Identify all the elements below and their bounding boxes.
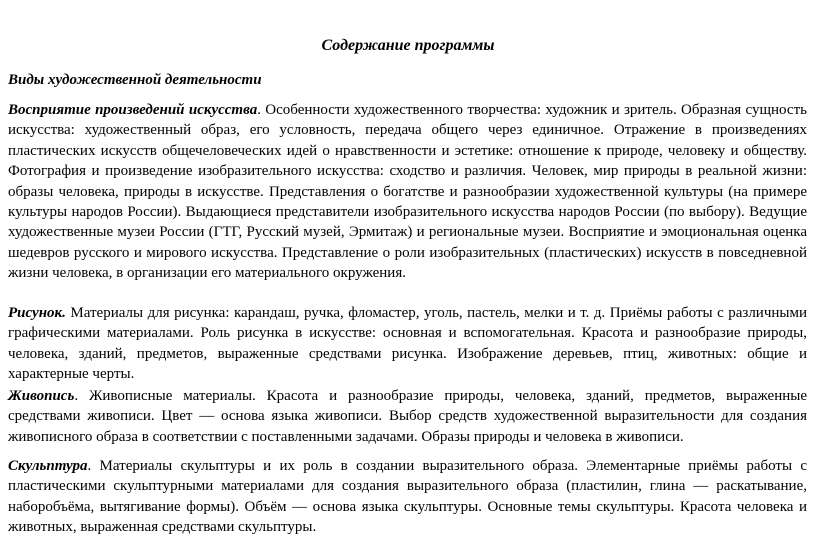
paragraph-term: Восприятие произведений искусства (8, 102, 258, 118)
paragraph-drawing (8, 303, 807, 385)
section-heading: Виды художественной деятельности (8, 72, 262, 88)
paragraph-painting (8, 386, 807, 447)
paragraph-text: Материалы для рисунка: карандаш, ручка, фломастер, уголь, пастель, мелки и т. д. Приёмы работы с различными графическими материалами. Роль рисунка в искусстве: основная и вспомогательная. Красота и разнообразие природы, человека, зданий, предметов, выраженные средствами рисунка. Изображение деревьев, птиц, животных: общие и характерные черты. (8, 305, 807, 383)
paragraph-text: . Материалы скульптуры и их роль в создании выразительного образа. Элементарные приёмы работы с пластическими скульптурными материалами для создания выразительного образа (пластилин, глина — раскатывание, наборобъёма, вытягивание формы). Объём — основа языка скульптуры. Основные темы скульптуры. Красота человека и животных, выраженная средствами скульптуры. (8, 458, 807, 536)
paragraph-text: . Особенности художественного творчества: художник и зритель. Образная сущность искусства: художественный образ, его условность, передача общего через единичное. Отражение в произведениях пластических искусств общечеловеческих идей о нравственности и эстетике: отношение к природе, человеку и обществу. Фотография и произведение изобразительного искусства: сходство и различия. Человек, мир природы в реальной жизни: образы человека, природы в искусстве. Представления о богатстве и разнообразии художественной культуры (на примере культуры народов России). Выдающиеся представители изобразительного искусства народов России (по выбору). Ведущие художественные музеи России (ГТГ, Русский музей, Эрмитаж) и региональные музеи. Восприятие и эмоциональная оценка шедевров русского и мирового искусства. Представление о роли изобразительных (пластических) искусств в повседневной жизни человека, в организации его материального окружения. (8, 102, 807, 282)
paragraph-term: Живопись (8, 388, 75, 404)
paragraph-term: Скульптура (8, 458, 88, 474)
paragraph-sculpture (8, 456, 807, 538)
document-title: Содержание программы (321, 37, 495, 54)
paragraph-term: Рисунок. (8, 305, 66, 321)
paragraph-text: . Живописные материалы. Красота и разнообразие природы, человека, зданий, предметов, выраженные средствами живописи. Цвет — основа языка живописи. Выбор средств художественной выразительности для создания живописного образа в соответствии с поставленными задачами. Образы природы и человека в живописи. (8, 388, 807, 445)
paragraph-perception (8, 100, 807, 284)
